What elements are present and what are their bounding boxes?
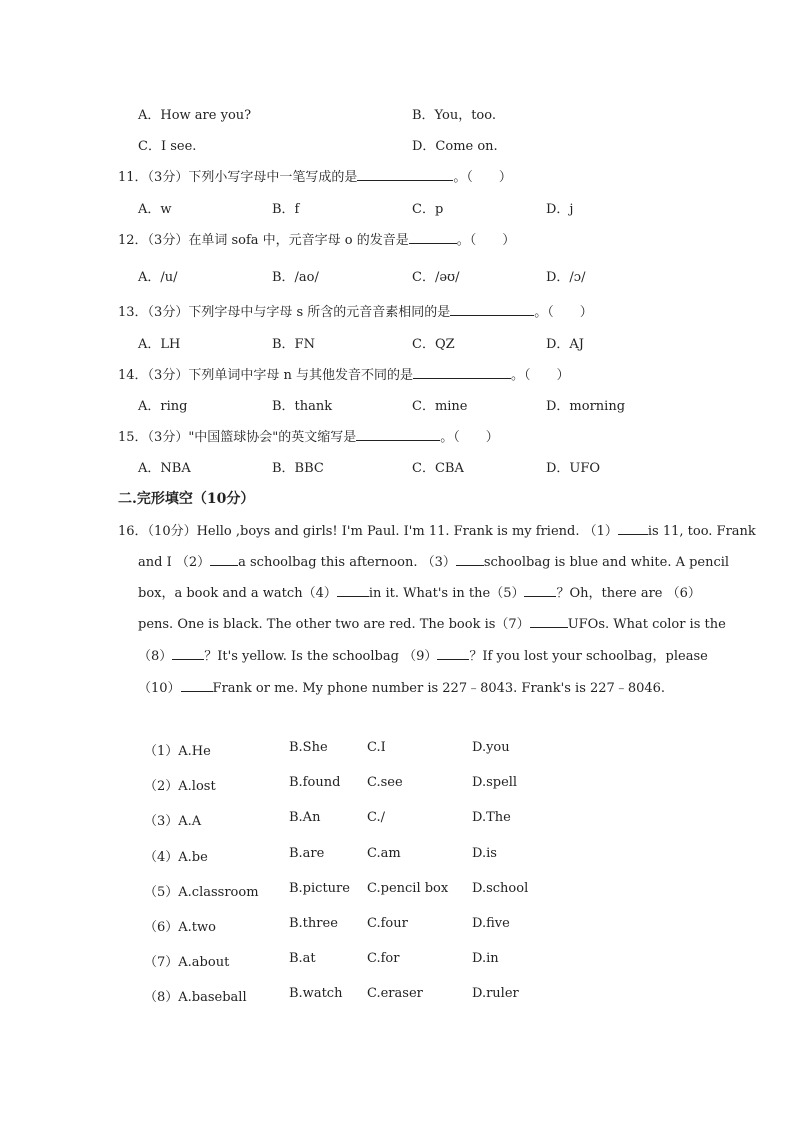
cloze-option: B.at	[289, 951, 316, 966]
cloze-option: C.pencil box	[367, 881, 449, 896]
q14-option-c: C．mine	[412, 399, 468, 414]
blank-3	[456, 554, 484, 566]
cloze-option: C.eraser	[367, 986, 423, 1001]
q14-option-b: B．thank	[272, 399, 333, 414]
cloze-option: D.The	[472, 810, 511, 825]
passage-line-3	[138, 582, 701, 601]
q12-option-b: B．/ao/	[272, 270, 319, 285]
q15-option-d: D．UFO	[546, 461, 601, 476]
answer-blank	[450, 304, 534, 316]
cloze-option: D.you	[472, 740, 510, 755]
cloze-option: B.An	[289, 810, 321, 825]
cloze-option: C./	[367, 810, 385, 825]
q12-option-d: D．/ɔ/	[546, 270, 586, 285]
answer-blank	[409, 232, 457, 244]
cloze-option: D.is	[472, 846, 497, 861]
cloze-option: D.spell	[472, 775, 518, 790]
passage-text: （10）	[138, 681, 181, 696]
question-text: （3分）下列单词中字母 n 与其他发音不同的是	[147, 368, 413, 383]
blank-1	[618, 523, 648, 535]
blank-9	[437, 648, 469, 660]
answer-paren: 。（ ）	[510, 368, 570, 383]
cloze-option: B.picture	[289, 881, 350, 896]
passage-text: schoolbag is blue and white. A pencil	[483, 555, 730, 570]
passage-text: ？If you lost your schoolbag，please	[469, 649, 708, 664]
answer-blank	[357, 169, 453, 181]
question-13	[118, 301, 593, 320]
cloze-option: （8）A.baseball	[144, 990, 247, 1005]
cloze-option: D.in	[472, 951, 499, 966]
passage-text: 16．（10分）Hello ,boys and girls! I'm Paul. I'm 11. Frank is my friend. （1）	[118, 524, 618, 539]
q12-option-c: C．/əʊ/	[412, 270, 460, 285]
q11-option-a: A．w	[138, 202, 172, 217]
q13-option-c: C．QZ	[412, 337, 455, 352]
question-text: （3分）下列字母中与字母 s 所含的元音音素相同的是	[147, 305, 451, 320]
cloze-option: （3）A.A	[144, 814, 202, 829]
question-text: （3分）下列小写字母中一笔写成的是	[147, 170, 358, 185]
passage-line-1	[118, 520, 756, 539]
cloze-option: （1）A.He	[144, 744, 211, 759]
passage-text: is 11, too. Frank	[647, 524, 756, 539]
passage-text: ？It's yellow. Is the schoolbag （9）	[204, 649, 438, 664]
cloze-option: B.are	[289, 846, 325, 861]
cloze-option: （2）A.lost	[144, 779, 216, 794]
q13-option-b: B．FN	[272, 337, 315, 352]
q15-option-b: B．BBC	[272, 461, 324, 476]
q10-option-b: B．You，too.	[412, 108, 496, 123]
question-number: 14．	[118, 368, 148, 383]
cloze-option: C.for	[367, 951, 400, 966]
passage-text: Frank or me. My phone number is 227﹣8043. Frank's is 227﹣8046.	[212, 681, 666, 696]
cloze-option: D.five	[472, 916, 510, 931]
question-number: 15．	[118, 430, 148, 445]
q14-option-d: D．morning	[546, 399, 626, 414]
q10-option-a: A．How are you?	[138, 108, 252, 123]
q10-option-d: D．Come on.	[412, 139, 498, 154]
q13-option-a: A．LH	[138, 337, 181, 352]
answer-blank	[356, 429, 440, 441]
q10-option-c: C．I see.	[138, 139, 197, 154]
question-number: 11．	[118, 170, 148, 185]
passage-line-6	[138, 677, 676, 696]
q11-option-b: B．f	[272, 202, 300, 217]
cloze-option: B.three	[289, 916, 338, 931]
q12-option-a: A．/u/	[138, 270, 178, 285]
passage-text: a schoolbag this afternoon. （3）	[238, 555, 456, 570]
passage-text: in it. What's in the（5）	[368, 586, 525, 601]
answer-paren: 。（ ）	[534, 305, 593, 320]
blank-4	[337, 585, 369, 597]
q14-option-a: A．ring	[138, 399, 188, 414]
cloze-option: C.am	[367, 846, 401, 861]
blank-7	[530, 616, 568, 628]
cloze-option: B.found	[289, 775, 341, 790]
passage-line-2	[138, 551, 730, 570]
question-text: （3分）"中国篮球协会"的英文缩写是	[147, 430, 357, 445]
passage-text: pens. One is black. The other two are red. The book is（7）	[138, 617, 530, 632]
passage-text: UFOs. What color is the	[567, 617, 726, 632]
cloze-option: C.I	[367, 740, 386, 755]
q13-option-d: D．AJ	[546, 337, 585, 352]
cloze-option: （6）A.two	[144, 920, 216, 935]
question-15	[118, 426, 499, 445]
q15-option-c: C．CBA	[412, 461, 464, 476]
blank-2	[210, 554, 238, 566]
cloze-option: B.She	[289, 740, 328, 755]
q11-option-c: C．p	[412, 202, 444, 217]
passage-text: and I （2）	[138, 555, 211, 570]
cloze-option: D.school	[472, 881, 529, 896]
answer-paren: 。（ ）	[453, 170, 512, 185]
q11-option-d: D．j	[546, 202, 574, 217]
q15-option-a: A．NBA	[138, 461, 191, 476]
blank-8	[172, 648, 204, 660]
cloze-option: D.ruler	[472, 986, 519, 1001]
answer-paren: 。（ ）	[456, 233, 516, 248]
answer-blank	[413, 367, 511, 379]
passage-text: （8）	[138, 649, 173, 664]
blank-10	[181, 680, 213, 692]
question-12	[118, 229, 515, 248]
cloze-option: C.four	[367, 916, 408, 931]
passage-text: ？Oh，there are （6）	[556, 586, 701, 601]
cloze-option: （7）A.about	[144, 955, 230, 970]
section-heading: 二.完形填空（10分）	[118, 491, 255, 507]
cloze-option: C.see	[367, 775, 403, 790]
passage-text: box，a book and a watch（4）	[138, 586, 337, 601]
passage-line-5	[138, 645, 708, 664]
question-number: 13．	[118, 305, 148, 320]
question-14	[118, 364, 569, 383]
blank-5	[524, 585, 556, 597]
cloze-option: （4）A.be	[144, 850, 208, 865]
cloze-option: B.watch	[289, 986, 343, 1001]
question-11	[118, 166, 512, 185]
cloze-option: （5）A.classroom	[144, 885, 259, 900]
answer-paren: 。（ ）	[440, 430, 499, 445]
passage-line-4	[138, 613, 726, 632]
question-number: 12．	[118, 233, 148, 248]
question-text: （3分）在单词 sofa 中，元音字母 o 的发音是	[147, 233, 409, 248]
